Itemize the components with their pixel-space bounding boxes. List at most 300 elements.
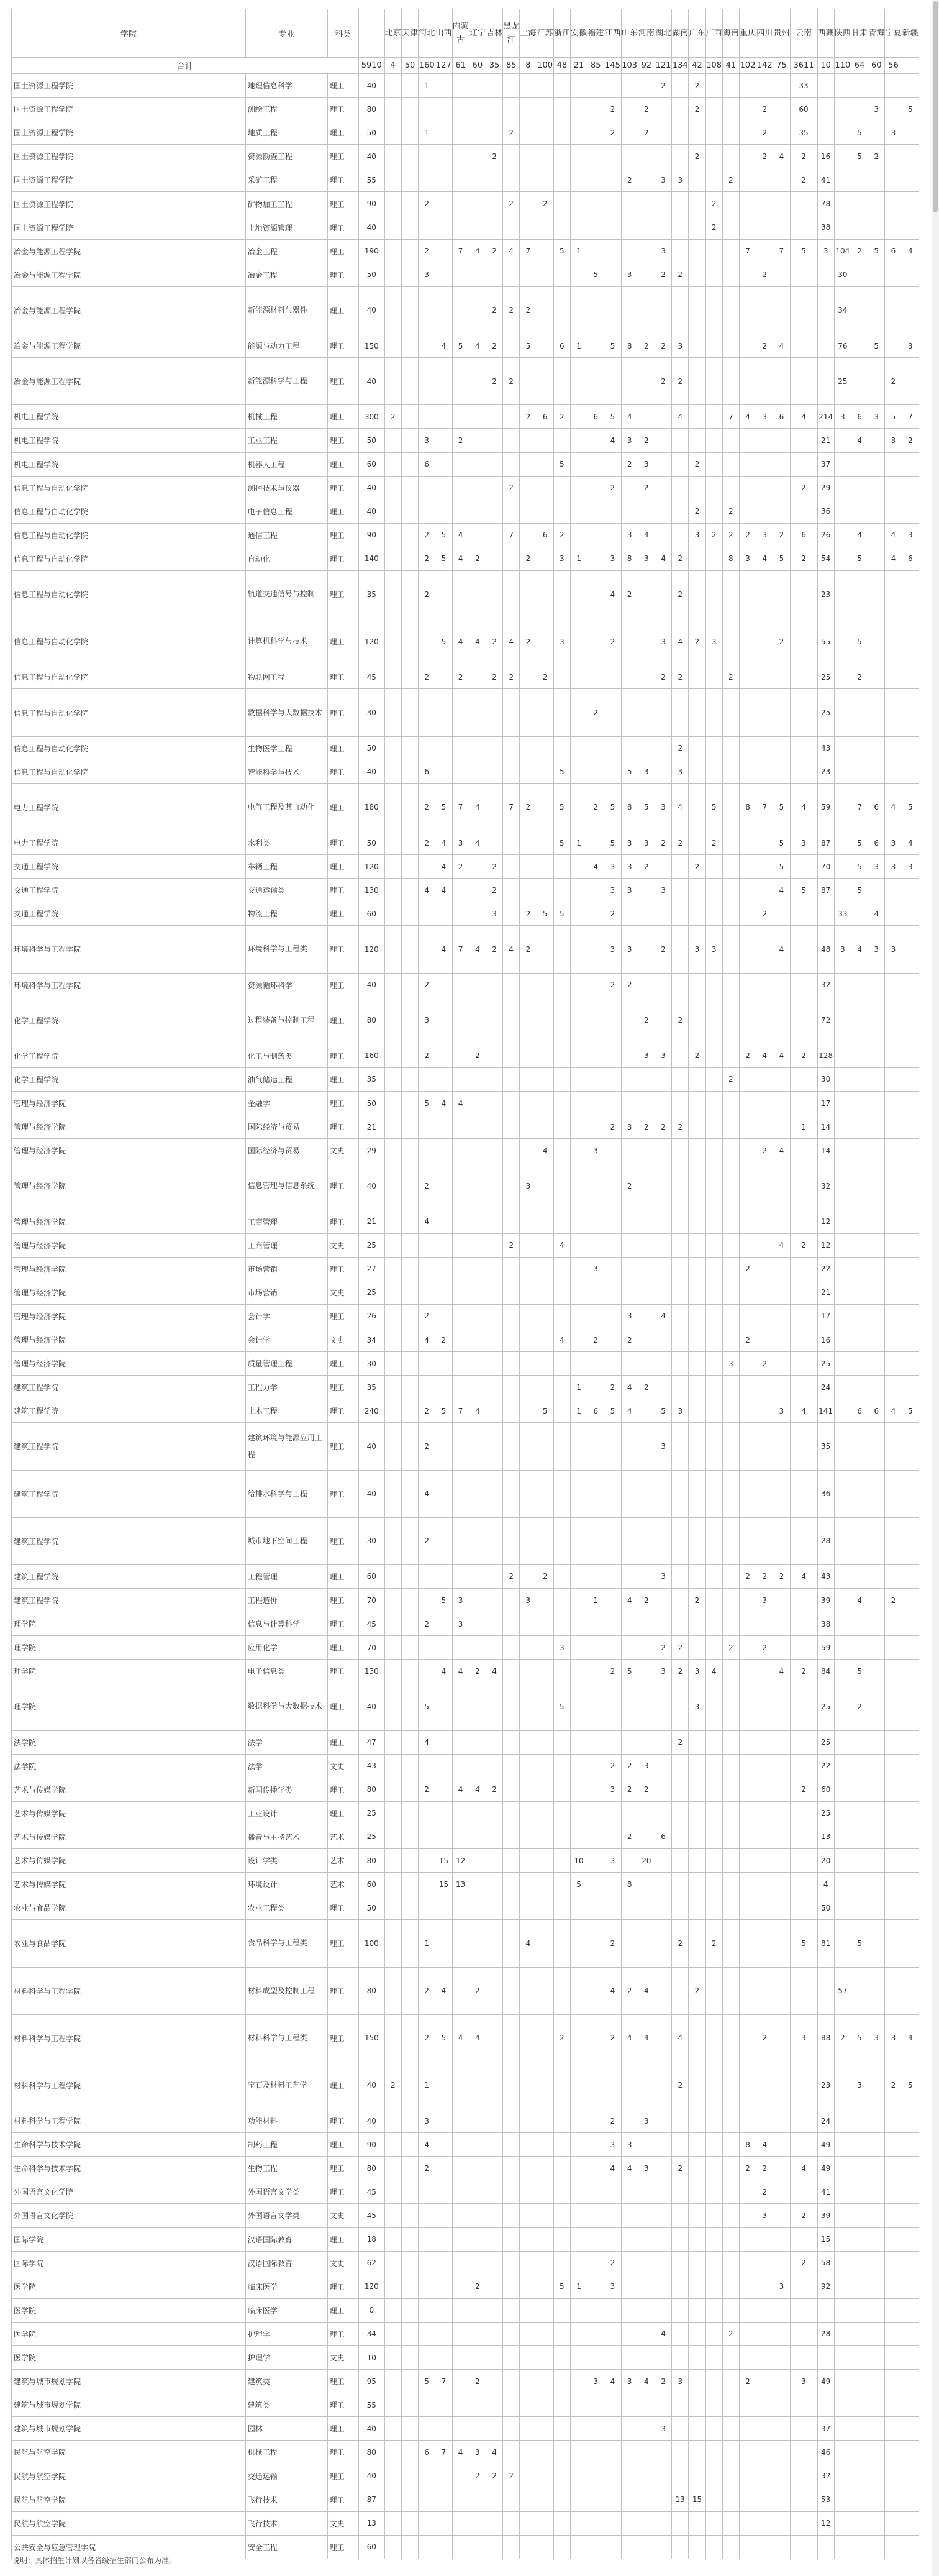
province-cell: 2 [722, 500, 739, 523]
province-cell [621, 1920, 638, 1967]
province-cell [537, 500, 553, 523]
plan-total-cell: 40 [358, 1162, 384, 1210]
province-cell: 2 [672, 2062, 689, 2109]
province-cell [401, 831, 418, 855]
province-cell [503, 973, 520, 997]
province-cell [705, 1849, 722, 1873]
province-cell [722, 2251, 739, 2275]
major-cell: 轨道交通信号与控制 [245, 570, 327, 618]
province-cell: 5 [902, 98, 919, 121]
province-cell: 1 [570, 831, 587, 855]
province-cell [401, 1683, 418, 1730]
province-cell [851, 1210, 868, 1233]
province-cell [655, 1896, 671, 1920]
table-row [12, 760, 919, 783]
province-cell: 2 [672, 1920, 689, 1967]
province-cell [655, 1920, 671, 1967]
province-cell [722, 74, 739, 98]
province-cell [419, 2251, 435, 2275]
province-cell [435, 1517, 452, 1564]
major-cell: 外国语言文学类 [245, 2204, 327, 2227]
province-cell: 3 [638, 2157, 655, 2180]
province-cell [689, 1328, 705, 1351]
college-cell: 公共安全与应急管理学院 [12, 2535, 246, 2559]
province-cell [452, 192, 469, 216]
province-cell [705, 1801, 722, 1825]
province-cell [851, 1564, 868, 1588]
table-row [12, 902, 919, 926]
province-cell: 7 [739, 239, 756, 263]
province-cell [537, 2393, 553, 2417]
table-row [12, 1896, 919, 1920]
province-cell [553, 689, 570, 736]
province-cell [604, 2393, 621, 2417]
province-cell [672, 689, 689, 736]
province-cell: 5 [553, 831, 570, 855]
province-cell: 6 [587, 405, 604, 429]
plan-total-cell: 34 [358, 1328, 384, 1351]
province-cell [553, 145, 570, 168]
province-cell: 2 [604, 2014, 621, 2062]
province-cell: 2 [851, 665, 868, 689]
province-cell [469, 1683, 486, 1730]
province-cell [469, 1730, 486, 1754]
province-cell [722, 2157, 739, 2180]
province-cell [621, 2298, 638, 2322]
province-cell [868, 1304, 885, 1328]
province-cell: 2 [503, 286, 520, 334]
header-cell [358, 9, 384, 58]
category-cell: 理工 [327, 239, 358, 263]
vertical-scrollbar[interactable] [932, 0, 939, 2576]
province-cell: 3 [773, 1399, 790, 1423]
province-cell: 3 [672, 760, 689, 783]
province-cell [435, 2204, 452, 2227]
scrollbar-thumb[interactable] [933, 1, 938, 212]
table-row [12, 500, 919, 523]
province-cell [817, 121, 834, 145]
province-cell [503, 1162, 520, 1210]
province-cell [773, 192, 790, 216]
province-cell [773, 1257, 790, 1281]
province-cell: 4 [790, 1399, 817, 1423]
province-cell [655, 736, 671, 760]
province-cell: 4 [452, 618, 469, 665]
province-cell [834, 2157, 851, 2180]
province-cell [834, 1399, 851, 1423]
college-cell: 信息工程与自动化学院 [12, 736, 246, 760]
province-cell [537, 547, 553, 570]
plan-total-cell: 80 [358, 98, 384, 121]
province-cell [902, 1612, 919, 1636]
province-cell: 21 [817, 429, 834, 452]
table-row [12, 926, 919, 973]
province-cell [604, 1352, 621, 1376]
province-cell [553, 2535, 570, 2559]
province-cell [885, 1849, 902, 1873]
province-cell [553, 1920, 570, 1967]
province-cell [638, 263, 655, 286]
college-cell: 材料科学与工程学院 [12, 1967, 246, 2014]
province-cell [851, 74, 868, 98]
province-cell [902, 2535, 919, 2559]
province-cell [851, 2204, 868, 2227]
province-cell [689, 2441, 705, 2464]
province-cell [384, 2535, 401, 2559]
province-cell [486, 500, 502, 523]
province-cell [621, 1612, 638, 1636]
province-cell [587, 2488, 604, 2511]
province-cell [790, 334, 817, 358]
province-cell [790, 1730, 817, 1754]
province-cell [885, 2535, 902, 2559]
province-cell [604, 1139, 621, 1162]
province-cell [722, 286, 739, 334]
province-cell [851, 2441, 868, 2464]
province-cell: 4 [503, 239, 520, 263]
province-cell [722, 2464, 739, 2488]
province-cell: 2 [655, 831, 671, 855]
header-cell: 专业 [245, 9, 327, 58]
province-cell [773, 1328, 790, 1351]
college-cell: 民航与航空学院 [12, 2464, 246, 2488]
province-cell [705, 98, 722, 121]
province-cell: 2 [486, 286, 502, 334]
province-cell: 1 [419, 2062, 435, 2109]
province-cell [705, 1730, 722, 1754]
province-cell: 23 [817, 570, 834, 618]
province-cell [722, 1304, 739, 1328]
province-cell: 3 [604, 547, 621, 570]
province-cell [520, 192, 537, 216]
province-cell [756, 239, 773, 263]
province-cell [672, 2204, 689, 2227]
province-cell: 4 [452, 1660, 469, 1683]
province-cell [834, 216, 851, 239]
table-row [12, 1517, 919, 1564]
province-cell [604, 1589, 621, 1612]
province-cell [705, 855, 722, 879]
province-cell [705, 1873, 722, 1896]
total-value: 61 [452, 58, 469, 74]
province-cell: 17 [817, 1092, 834, 1115]
province-cell [520, 74, 537, 98]
province-cell: 2 [419, 2157, 435, 2180]
province-cell [537, 286, 553, 334]
province-cell [705, 2109, 722, 2133]
province-cell [452, 168, 469, 192]
header-cell: 贵州 [773, 9, 790, 58]
province-cell [705, 1754, 722, 1778]
province-cell [401, 1304, 418, 1328]
province-cell [790, 2535, 817, 2559]
province-cell [520, 2298, 537, 2322]
province-cell [790, 1257, 817, 1281]
province-cell [452, 2488, 469, 2511]
province-cell: 5 [553, 452, 570, 476]
province-cell [419, 2393, 435, 2417]
province-cell [722, 831, 739, 855]
province-cell [537, 1328, 553, 1351]
plan-total-cell: 70 [358, 1589, 384, 1612]
province-cell: 4 [469, 334, 486, 358]
province-cell [672, 476, 689, 500]
province-cell: 5 [851, 121, 868, 145]
province-cell [851, 973, 868, 997]
province-cell [851, 1730, 868, 1754]
province-cell: 2 [604, 618, 621, 665]
province-cell: 2 [739, 1044, 756, 1067]
province-cell: 35 [817, 1423, 834, 1470]
college-cell: 管理与经济学院 [12, 1352, 246, 1376]
province-cell: 78 [817, 192, 834, 216]
province-cell [503, 1660, 520, 1683]
province-cell [621, 1683, 638, 1730]
province-cell [817, 2535, 834, 2559]
province-cell [739, 760, 756, 783]
province-cell [503, 2393, 520, 2417]
province-cell: 5 [790, 239, 817, 263]
province-cell: 3 [868, 2014, 885, 2062]
province-cell [419, 2204, 435, 2227]
province-cell [817, 2393, 834, 2417]
province-cell [452, 2511, 469, 2535]
major-cell: 工程力学 [245, 1376, 327, 1399]
province-cell [705, 2251, 722, 2275]
province-cell [570, 1092, 587, 1115]
major-cell: 新闻传播学类 [245, 1778, 327, 1801]
header-cell: 山西 [435, 9, 452, 58]
province-cell: 5 [587, 263, 604, 286]
province-cell [604, 1233, 621, 1257]
province-cell [520, 452, 537, 476]
province-cell [604, 192, 621, 216]
province-cell [419, 1281, 435, 1304]
college-cell: 机电工程学院 [12, 429, 246, 452]
province-cell [401, 429, 418, 452]
province-cell [469, 2180, 486, 2204]
province-cell [790, 1067, 817, 1091]
province-cell: 2 [902, 429, 919, 452]
province-cell: 5 [553, 1683, 570, 1730]
province-cell [834, 1660, 851, 1683]
province-cell [834, 1849, 851, 1873]
province-cell [655, 1328, 671, 1351]
province-cell [435, 286, 452, 334]
province-cell [790, 1896, 817, 1920]
province-cell [570, 1304, 587, 1328]
province-cell [790, 2464, 817, 2488]
province-cell [452, 1328, 469, 1351]
province-cell [570, 760, 587, 783]
province-cell: 2 [503, 476, 520, 500]
province-cell [419, 689, 435, 736]
province-cell [722, 145, 739, 168]
province-cell [705, 452, 722, 476]
province-cell [851, 1139, 868, 1162]
province-cell: 4 [638, 2370, 655, 2393]
province-cell [570, 736, 587, 760]
province-cell: 2 [435, 1328, 452, 1351]
table-row [12, 145, 919, 168]
province-cell [739, 855, 756, 879]
province-cell [638, 358, 655, 405]
province-cell [868, 2441, 885, 2464]
province-cell [790, 1589, 817, 1612]
province-cell: 4 [638, 1967, 655, 2014]
province-cell [756, 74, 773, 98]
province-cell [452, 98, 469, 121]
province-cell [384, 1920, 401, 1967]
province-cell [401, 689, 418, 736]
province-cell: 76 [834, 334, 851, 358]
province-cell [435, 2133, 452, 2157]
province-cell [384, 783, 401, 831]
province-cell [902, 997, 919, 1044]
province-cell: 3 [621, 2133, 638, 2157]
province-cell [655, 1139, 671, 1162]
category-cell: 理工 [327, 121, 358, 145]
province-cell [503, 1328, 520, 1351]
province-cell [384, 1825, 401, 1848]
plan-total-cell: 40 [358, 476, 384, 500]
province-cell [452, 2062, 469, 2109]
province-cell [435, 902, 452, 926]
plan-total-cell: 40 [358, 74, 384, 98]
province-cell [570, 476, 587, 500]
province-cell [851, 1801, 868, 1825]
province-cell: 35 [790, 121, 817, 145]
province-cell [435, 2417, 452, 2441]
province-cell [689, 831, 705, 855]
province-cell [885, 736, 902, 760]
province-cell [469, 1139, 486, 1162]
plan-total-cell: 45 [358, 2180, 384, 2204]
province-cell [384, 1233, 401, 1257]
province-cell [756, 1328, 773, 1351]
province-cell [885, 2511, 902, 2535]
province-cell [722, 429, 739, 452]
province-cell [537, 2062, 553, 2109]
province-cell: 2 [689, 145, 705, 168]
province-cell [739, 2511, 756, 2535]
province-cell: 4 [902, 831, 919, 855]
province-cell: 15 [817, 2227, 834, 2251]
table-row [12, 2441, 919, 2464]
province-cell [503, 1281, 520, 1304]
province-cell: 4 [902, 239, 919, 263]
province-cell [570, 2322, 587, 2345]
province-cell [486, 2417, 502, 2441]
plan-total-cell: 130 [358, 879, 384, 902]
province-cell: 2 [537, 1564, 553, 1588]
province-cell [570, 2393, 587, 2417]
province-cell [851, 476, 868, 500]
province-cell [503, 1044, 520, 1067]
province-cell [503, 1778, 520, 1801]
province-cell [773, 1115, 790, 1139]
province-cell [817, 1967, 834, 2014]
province-cell [435, 121, 452, 145]
province-cell: 25 [817, 1352, 834, 1376]
province-cell [689, 879, 705, 902]
province-cell [672, 1233, 689, 1257]
province-cell [435, 2062, 452, 2109]
college-cell: 艺术与传媒学院 [12, 1778, 246, 1801]
province-cell: 2 [689, 74, 705, 98]
province-cell [401, 2488, 418, 2511]
province-cell: 4 [638, 2014, 655, 2062]
province-cell [773, 2298, 790, 2322]
province-cell: 6 [851, 1399, 868, 1423]
province-cell [384, 1092, 401, 1115]
province-cell: 4 [773, 879, 790, 902]
province-cell [435, 1210, 452, 1233]
province-cell [570, 618, 587, 665]
province-cell [834, 1896, 851, 1920]
province-cell [604, 2227, 621, 2251]
province-cell [435, 263, 452, 286]
province-cell [452, 1470, 469, 1517]
major-cell: 工业工程 [245, 429, 327, 452]
province-cell [604, 74, 621, 98]
province-cell [638, 1423, 655, 1470]
province-cell [902, 1896, 919, 1920]
province-cell [790, 429, 817, 452]
province-cell: 4 [553, 1328, 570, 1351]
province-cell [705, 1352, 722, 1376]
province-cell [705, 405, 722, 429]
province-cell [604, 1730, 621, 1754]
province-cell: 4 [503, 618, 520, 665]
province-cell [722, 2511, 739, 2535]
province-cell [655, 1801, 671, 1825]
province-cell [705, 358, 722, 405]
province-cell [570, 74, 587, 98]
province-cell [689, 334, 705, 358]
province-cell [452, 2346, 469, 2370]
province-cell: 3 [452, 1612, 469, 1636]
province-cell [902, 2298, 919, 2322]
province-cell [570, 2109, 587, 2133]
province-cell [537, 1896, 553, 1920]
province-cell [520, 736, 537, 760]
province-cell [851, 1517, 868, 1564]
province-cell: 2 [638, 1115, 655, 1139]
province-cell [739, 1067, 756, 1091]
province-cell [537, 2346, 553, 2370]
province-cell [705, 570, 722, 618]
province-cell [834, 547, 851, 570]
province-cell: 1 [790, 1115, 817, 1139]
province-cell [689, 1281, 705, 1304]
province-cell: 3 [621, 1304, 638, 1328]
province-cell [885, 2275, 902, 2298]
province-cell: 2 [689, 855, 705, 879]
province-cell [469, 1376, 486, 1399]
province-cell: 6 [868, 831, 885, 855]
province-cell [469, 286, 486, 334]
province-cell: 20 [638, 1849, 655, 1873]
province-cell [419, 926, 435, 973]
province-cell: 2 [486, 665, 502, 689]
province-cell: 3 [655, 239, 671, 263]
province-cell [739, 263, 756, 286]
province-cell [384, 570, 401, 618]
province-cell: 1 [570, 547, 587, 570]
province-cell [739, 334, 756, 358]
province-cell [773, 429, 790, 452]
